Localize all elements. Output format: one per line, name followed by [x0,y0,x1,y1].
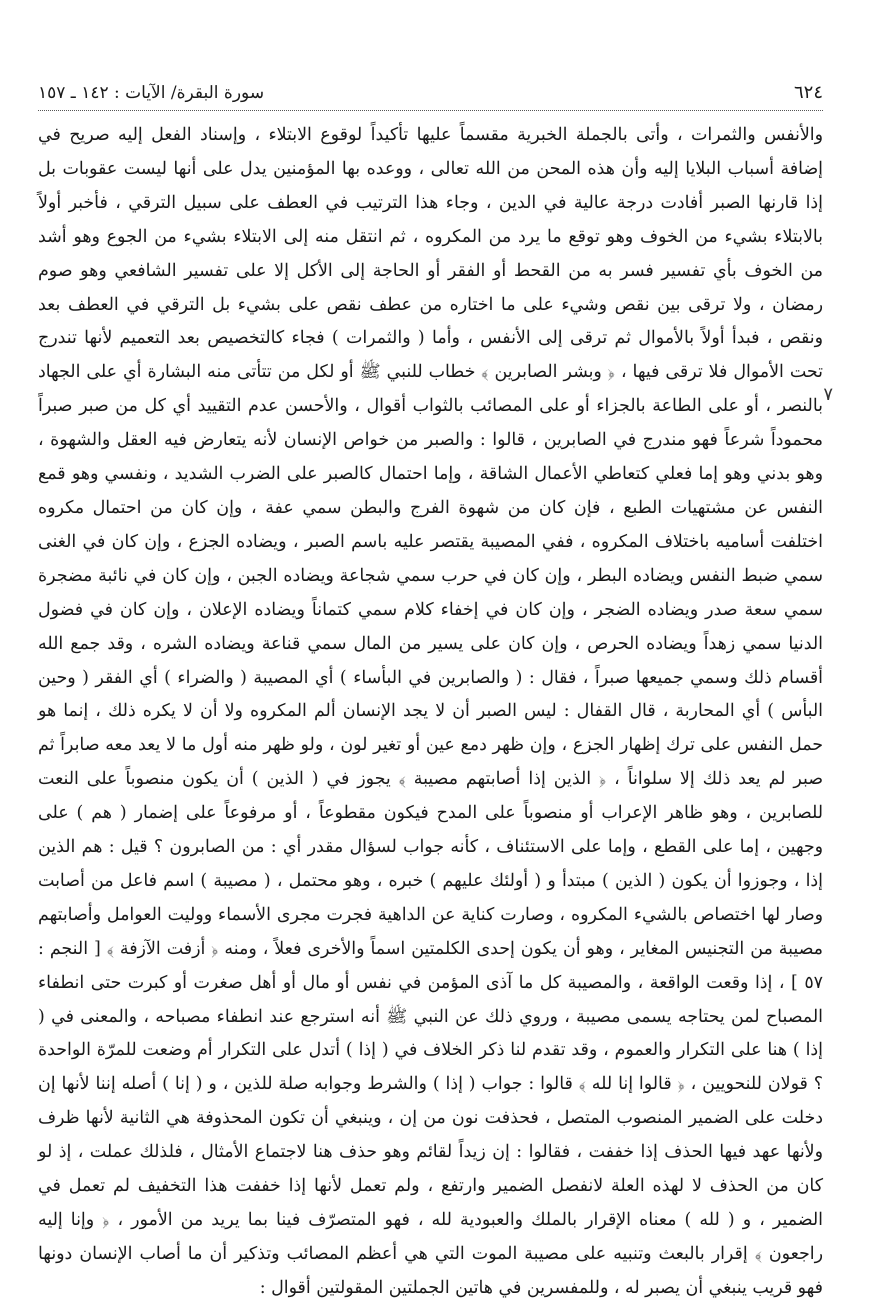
book-page [38,82,833,1306]
main-text [38,119,823,1306]
margin-mark: ٧ [823,384,833,405]
running-title: سورة البقرة/ الآيات : ١٤٢ ـ ١٥٧ [38,83,265,103]
page-number: ٦٢٤ [793,82,823,103]
page-header [38,82,823,111]
paragraph: والأنفس والثمرات ، وأتى بالجملة الخبرية مقسماً عليها تأكيداً لوقوع الابتلاء ، وإسناد الفعل إليه صريح في إضافة أسباب البلايا إليه وأن هذه المحن من الله تعالى ، ووعده بها المؤمنين يدل على أنها ليست عقوبات بل إذا قارنها الصبر أفادت درجة عالية في الدين ، وجاء هذا الترتيب في العطف على سبيل الترقي ، فأخبر أولاً بالابتلاء بشيء من الخوف وهو توقع ما يرد من المكروه ، ثم انتقل منه إلى الابتلاء بشيء من الجوع وهو أشد من الخوف بأي تفسير فسر به من القحط أو الفقر أو الحاجة إلى الأكل إلا على تفسير الشافعي وهو صوم رمضان ، ولا ترقى بين نقص وشيء على ما اختاره من عطف نقص على بشيء بل الترقي في العطف بعد ونقص ، فبدأ أولاً بالأموال ثم ترقى إلى الأنفس ، وأما ( والثمرات ) فجاء كالتخصيص بعد التعميم لأنها تندرج تحت الأموال فلا ترقى فيها ، ﴿ وبشر الصابرين ﴾ خطاب للنبي ﷺ أو لكل من تتأتى منه البشارة أي على الجهاد بالنصر ، أو على الطاعة بالجزاء أو على المصائب بالثواب أقوال ، والأحسن عدم التقييد أي كل من صبر صبراً محموداً شرعاً فهو مندرج في الصابرين ، قالوا : والصبر من خواص الإنسان لأنه يتعارض فيه العقل والشهوة ، وهو بدني وهو إما فعلي كتعاطي الأعمال الشاقة ، وإما احتمال كالصبر على الضرب الشديد ، ونفسي وهو قمع النفس عن مشتهيات الطبع ، فإن كان من شهوة الفرج والبطن سمي عفة ، وإن كان من احتمال مكروه اختلفت أساميه باختلاف المكروه ، ففي المصيبة يقتصر عليه باسم الصبر ، ويضاده الجزع ، وإن كان في الغنى سمي ضبط النفس ويضاده البطر ، وإن كان في حرب سمي شجاعة ويضاده الجبن ، وإن كان في نائبة مضجرة سمي سعة صدر ويضاده الضجر ، وإن كان في إخفاء كلام سمي كتماناً ويضاده الإعلان ، وإن كان في فضول الدنيا سمي زهداً ويضاده الحرص ، وإن كان على يسير من المال سمي قناعة ويضاده الشره ، وقد جمع الله أقسام ذلك وسمي جميعها صبراً ، فقال : ( والصابرين في البأساء ) أي المصيبة ( والضراء ) أي الفقر ( وحين البأس ) أي المحاربة ، قال القفال : ليس الصبر أن لا يجد الإنسان ألم المكروه ولا أن لا يكره ذلك ، إنما هو حمل النفس على ترك إظهار الجزع ، وإن ظهر دمع عين أو تغير لون ، ولو ظهر منه أول ما لا يعد معه صابراً ثم صبر لم يعد ذلك إلا سلواناً ، ﴿ الذين إذا أصابتهم مصيبة ﴾ يجوز في ( الذين ) أن يكون منصوباً على النعت للصابرين ، وهو ظاهر الإعراب أو منصوباً على المدح فيكون مقطوعاً ، أو مرفوعاً على إضمار ( هم ) على وجهين ، إما على القطع ، وإما على الاستئناف ، كأنه جواب لسؤال مقدر أي : من الصابرون ؟ قيل : هم الذين إذا ، وجوزوا أن يكون ( الذين ) مبتدأ و ( أولئك عليهم ) خبره ، وهو محتمل ، ( مصيبة ) اسم فاعل من أصابت وصار لها اختصاص بالشيء المكروه ، وصارت كناية عن الداهية فجرت مجرى الأسماء ووليت العوامل وأصابتهم مصيبة من التجنيس المغاير ، وهو أن يكون إحدى الكلمتين اسماً والأخرى فعلاً ، ومنه ﴿ أزفت الآزفة ﴾ [ النجم : ٥٧ ] ، إذا وقعت الواقعة ، والمصيبة كل ما آذى المؤمن في نفس أو مال أو أهل صغرت أو كبرت حتى انطفاء المصباح لمن يحتاجه يسمى مصيبة ، وروي ذلك عن النبي ﷺ أنه استرجع عند انطفاء مصباحه ، والمعنى في ( إذا ) هنا على التكرار والعموم ، وقد تقدم لنا ذكر الخلاف في ( إذا ) أتدل على التكرار أم وضعت للمرّة الواحدة ؟ قولان للنحويين ، ﴿ قالوا إنا لله ﴾ قالوا : جواب ( إذا ) والشرط وجوابه صلة للذين ، و ( إنا ) أصله إننا لأنها إن دخلت على الضمير المنصوب المتصل ، فحذفت نون من إن ، وينبغي أن تكون المحذوفة هي الثانية لأنها ظرف ولأنها عهد فيها الحذف إذا خففت ، فقالوا : إن زيداً لقائم وهو حذف هنا لاجتماع الأمثال ، فلذلك عملت ، إذ لو كان من الحذف لا لهذه العلة لانفصل الضمير وارتفع ، ولم تعمل لأنها إذا خففت هذا التخفيف لم تعمل في الضمير ، و ( لله ) معناه الإقرار بالملك والعبودية لله ، فهو المتصرّف فينا بما يريد من الأمور ، ﴿ وإنا إليه راجعون ﴾ إقرار بالبعث وتنبيه على مصيبة الموت التي هي أعظم المصائب وتذكير أن ما أصاب الإنسان دونها فهو قريب ينبغي أن يصبر له ، وللمفسرين في هاتين الجملتين المقولتين أقوال : [38,125,823,1298]
